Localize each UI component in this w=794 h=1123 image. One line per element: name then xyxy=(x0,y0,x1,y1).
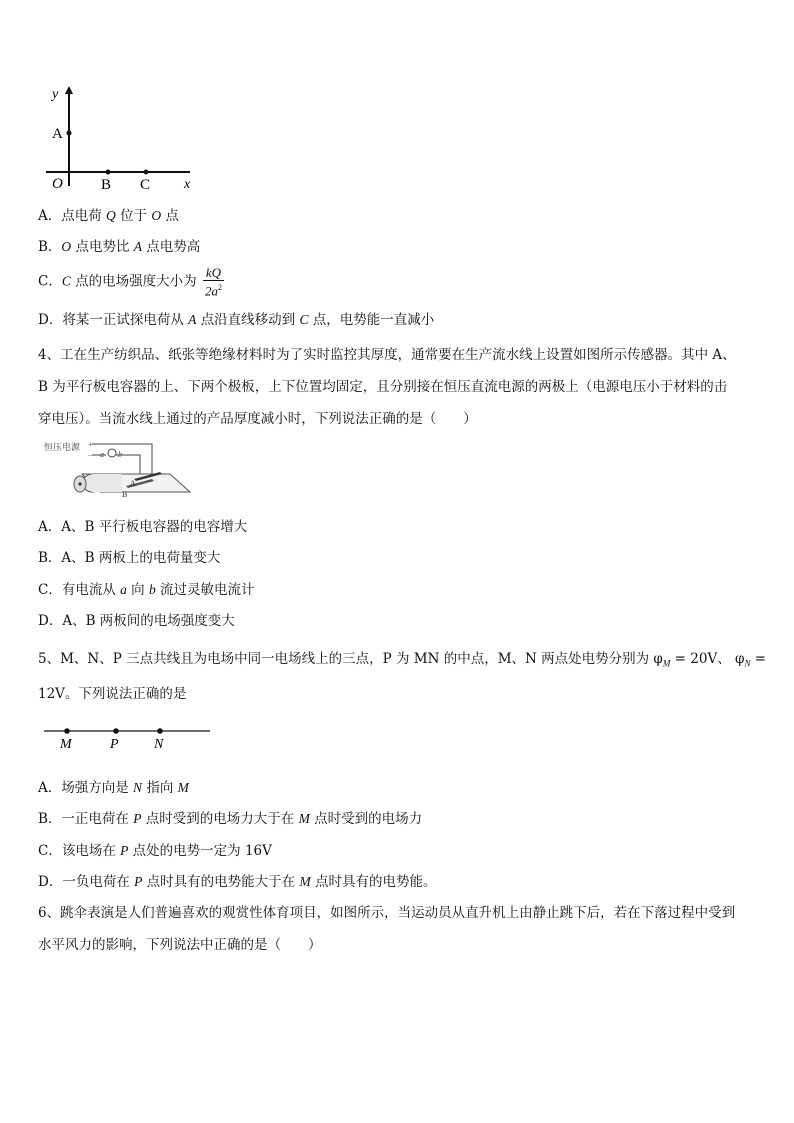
q4-option-c: C．有电流从 a 向 b 流过灵敏电流计 xyxy=(38,582,255,598)
q5-option-b: B．一正电荷在 P 点时受到的电场力大于在 M 点时受到的电场力 xyxy=(38,811,423,827)
plate-a-label: A xyxy=(130,479,136,488)
point-a xyxy=(67,131,72,136)
q5-stem-line2: 12V。下列说法正确的是 xyxy=(38,686,187,702)
minus-sign: − xyxy=(88,451,93,460)
mpn-figure xyxy=(40,722,215,752)
q3-option-a: A．点电荷 Q 位于 O 点 xyxy=(38,208,179,224)
q4-stem: 4、工在生产纺织品、纸张等绝缘材料时为了实时监控其厚度，通常要在生产流水线上设置如图所示传感器。其中 A、 B 为平行板电容器的上、下两个极板，上下位置均固定，且分别接在恒压直流电源的两极上（电源电压小于材料的击 穿电压）。当流水线上通过的产品厚度减小时，下列说法正确的是（ ） xyxy=(38,347,736,427)
q3-option-d: D．将某一正试探电荷从 A 点沿直线移动到 C 点，电势能一直减小 xyxy=(38,312,435,328)
q6-stem: 6、跳伞表演是人们普遍喜欢的观赏性体育项目，如图所示，当运动员从直升机上由静止跳下后，若在下落过程中受到 水平风力的影响，下列说法中正确的是（ ） xyxy=(38,905,736,953)
xy-figure xyxy=(40,84,205,194)
power-supply-label: 恒压电源 xyxy=(44,442,81,452)
point-b xyxy=(106,170,111,175)
terminal-b-label: b xyxy=(118,450,122,459)
label-p: P xyxy=(110,737,119,752)
q5-option-c: C．该电场在 P 点处的电势一定为 16V xyxy=(38,843,272,859)
plate-b-label: B xyxy=(122,490,128,499)
q5-option-a: A．场强方向是 N 指向 M xyxy=(38,780,189,796)
label-m: M xyxy=(60,737,72,752)
q4-option-b: B．A、B 两板上的电荷量变大 xyxy=(38,550,221,566)
capacitor-sensor-figure xyxy=(40,438,205,500)
label-n: N xyxy=(154,737,164,752)
label-o: O xyxy=(52,176,63,192)
point-n xyxy=(157,728,163,734)
wire-top xyxy=(92,444,152,474)
label-a: A xyxy=(52,126,63,142)
q3-option-b: B．O 点电势比 A 点电势高 xyxy=(38,239,201,255)
q5-option-d: D．一负电荷在 P 点时具有的电势能大于在 M 点时具有的电势能。 xyxy=(38,874,437,890)
terminal-a-label: a xyxy=(100,450,104,459)
label-c: C xyxy=(140,177,151,193)
point-p xyxy=(113,728,119,734)
galvanometer-icon xyxy=(108,449,116,457)
label-b: B xyxy=(101,177,112,193)
q3-option-c: C．C 点的电场强度大小为 $\frac{kQ}{2a^2}$ xyxy=(38,265,222,299)
y-arrow-icon xyxy=(65,86,73,94)
roller-axle xyxy=(78,482,81,485)
label-y: y xyxy=(52,87,59,102)
point-c xyxy=(144,170,149,175)
q5-stem-line1: 5、M、N、P 三点共线且为电场中同一电场线上的三点，P 为 MN 的中点，M、N 两点处电势分别为 $\varphi_M = 20V$、 $\varphi_N$ = xyxy=(38,651,767,669)
field-strength-fraction: $\frac{kQ}{2a^2}$ xyxy=(204,265,222,299)
plus-sign: + xyxy=(88,440,93,449)
roller-cylinder xyxy=(92,474,122,492)
q4-option-d: D．A、B 两板间的电场强度变大 xyxy=(38,613,235,629)
label-x: x xyxy=(184,177,191,192)
q4-option-a: A．A、B 平行板电容器的电容增大 xyxy=(38,519,248,535)
point-m xyxy=(64,728,70,734)
